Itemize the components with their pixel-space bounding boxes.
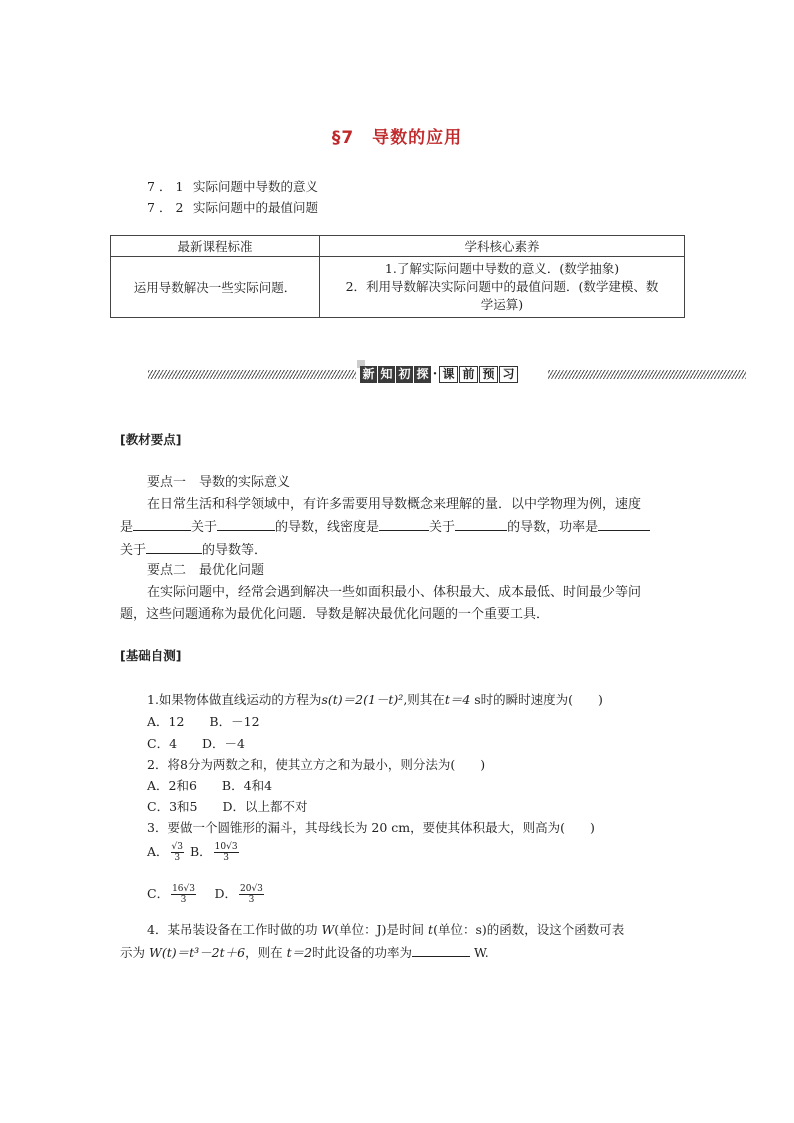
literacy-line: 1.了解实际问题中导数的意义．(数学抽象) (384, 261, 620, 276)
hatch-divider-left (148, 370, 356, 379)
equation: W(t)＝t³－2t＋6 (148, 945, 246, 960)
option-label: D． (198, 886, 237, 901)
fill-blank (217, 516, 275, 531)
text-fragment: 的导数，线密度是 (275, 520, 380, 535)
subtitle-text: 实际问题中的最值问题 (192, 200, 318, 215)
point-two-heading: 要点二 最优化问题 (147, 563, 265, 578)
text-fragment: 的导数，功率是 (507, 520, 599, 535)
section-heading-textbook-points: [教材要点] (120, 432, 182, 447)
question-text: (单位：s)的函数，设这个函数可表 (433, 922, 625, 937)
denominator: 3 (248, 895, 255, 905)
question-2: 2．将8分为两数之和，使其立方之和为最小，则分法为( ) (147, 757, 486, 772)
fill-blank (379, 516, 429, 531)
fraction (171, 842, 184, 863)
point-one-line: 在日常生活和科学领域中，有许多需要用导数概念来理解的量．以中学物理为例，速度 (147, 497, 642, 512)
standards-table (110, 235, 685, 318)
fill-blank (133, 516, 191, 531)
banner-tag: 预 (479, 366, 498, 383)
subtitle-7-2 (147, 198, 318, 216)
banner-tag: 前 (459, 366, 478, 383)
point-one-line (120, 539, 680, 562)
question-4-line-1 (147, 920, 624, 938)
question-text: ,则其在 (403, 692, 445, 707)
variable: t (428, 922, 434, 937)
question-3-options-cd (147, 884, 266, 905)
question-text: 示为 (120, 945, 149, 960)
question-text: ，则在 (245, 945, 287, 960)
point-one-heading: 要点一 导数的实际意义 (147, 475, 291, 490)
question-text: 4．某吊装设备在工作时做的功 (147, 922, 322, 937)
question-2-options-cd: C．3和5 D．以上都不对 (147, 799, 308, 814)
section-heading-self-test: [基础自测] (120, 648, 182, 663)
denominator: 3 (174, 853, 181, 863)
text-fragment: 关于 (120, 543, 147, 558)
banner-tag: 课 (439, 366, 458, 383)
numerator: √3 (171, 842, 183, 852)
question-text: 1.如果物体做直线运动的方程为 (147, 692, 322, 707)
numerator: 16√3 (172, 884, 195, 894)
question-text: s时的瞬时速度为( ) (470, 692, 603, 707)
variable: W (321, 922, 335, 937)
section-banner (148, 366, 746, 384)
page-title: §7 导数的应用 (331, 128, 463, 148)
equation: t＝4 (444, 692, 471, 707)
table-cell-literacy (320, 257, 685, 318)
unit-text: W. (470, 945, 489, 960)
fill-blank (598, 516, 650, 531)
text-fragment: 是 (120, 520, 134, 535)
table-header-standard: 最新课程标准 (111, 236, 320, 257)
equation: t＝2 (286, 945, 313, 960)
text-fragment: 关于 (429, 520, 456, 535)
fill-blank (412, 942, 470, 957)
text-fragment: 的导数等． (202, 543, 268, 558)
table-cell-standard: 运用导数解决一些实际问题． (111, 257, 320, 318)
option-label: A． (147, 844, 169, 859)
numerator: 10√3 (214, 842, 238, 852)
fill-blank (146, 539, 202, 554)
denominator: 3 (223, 853, 229, 863)
banner-separator: · (432, 367, 438, 382)
numerator: 20√3 (240, 884, 263, 894)
fraction (171, 884, 196, 905)
question-2-options-ab: A．2和6 B．4和4 (147, 778, 273, 793)
text-fragment: 关于 (191, 520, 218, 535)
table-header-literacy: 学科核心素养 (320, 236, 685, 257)
subtitle-7-1 (147, 177, 318, 195)
banner-tag: 初 (396, 366, 413, 383)
point-one (120, 472, 680, 562)
banner-tag: 新 (360, 366, 377, 383)
question-1 (147, 690, 687, 708)
question-4-line-2 (120, 942, 489, 961)
question-3: 3．要做一个圆锥形的漏斗，其母线长为 20 cm，要使其体积最大，则高为( ) (147, 820, 595, 835)
question-text: 时此设备的功率为 (312, 945, 413, 960)
subtitle-number: 7．2 (147, 200, 188, 215)
fraction (214, 842, 239, 863)
question-3-options-ab (147, 842, 241, 863)
hatch-divider-right (548, 370, 746, 379)
subtitle-number: 7．1 (147, 179, 188, 194)
denominator: 3 (180, 895, 187, 905)
option-label: B． (186, 844, 212, 859)
literacy-line: 2．利用导数解决实际问题中的最值问题．(数学建模、数 (345, 279, 659, 294)
option-label: C． (147, 886, 170, 901)
point-two-line: 在实际问题中，经常会遇到解决一些如面积最小、体积最大、成本最低、时间最少等问 (147, 585, 642, 600)
banner-tag: 知 (378, 366, 395, 383)
point-two (120, 560, 680, 626)
equation: s(t)＝2(1－t)² (321, 692, 404, 707)
banner-tag: 习 (499, 366, 518, 383)
fill-blank (455, 516, 507, 531)
subtitle-text: 实际问题中导数的意义 (192, 179, 318, 194)
point-two-line: 题，这些问题通称为最优化问题．导数是解决最优化问题的一个重要工具． (120, 607, 550, 622)
question-text: (单位：J)是时间 (334, 922, 429, 937)
banner-tag: 探 (414, 366, 431, 383)
question-1-options-cd: C．4 D．－4 (147, 736, 245, 751)
question-1-options-ab: A．12 B．－12 (147, 714, 260, 729)
fraction (239, 884, 264, 905)
point-one-line (120, 516, 680, 539)
literacy-line: 学运算) (480, 297, 524, 312)
banner-tags (360, 366, 518, 383)
